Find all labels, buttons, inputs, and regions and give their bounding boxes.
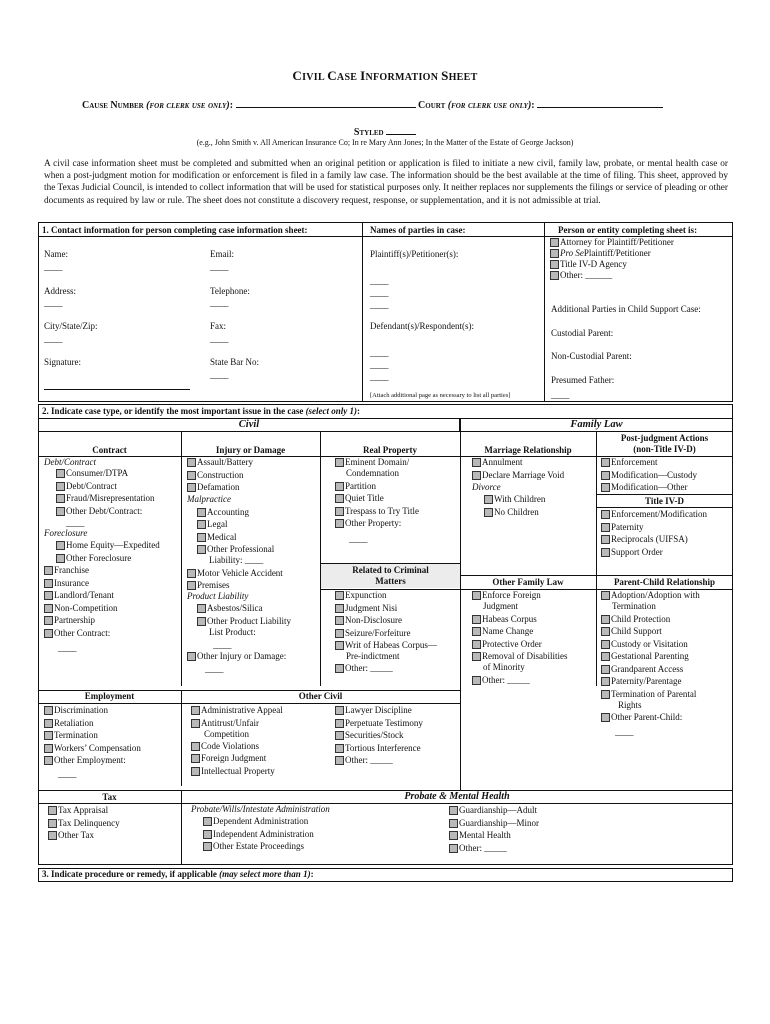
option-workers-comp[interactable]: Workers’ Compensation <box>44 743 141 754</box>
address-label: Address: <box>44 286 76 296</box>
employment-list <box>44 705 141 779</box>
checkbox[interactable] <box>335 507 344 516</box>
option-child-protection[interactable]: Child Protection <box>601 614 700 625</box>
option-enforcement[interactable]: Enforcement <box>601 457 697 468</box>
telephone-label: Telephone: <box>210 286 250 296</box>
checkbox[interactable] <box>601 615 610 624</box>
option-tax-appraisal[interactable]: Tax Appraisal <box>48 805 120 816</box>
checkbox[interactable] <box>335 744 344 753</box>
tax-header: Tax <box>102 792 117 802</box>
option-tortious[interactable]: Tortious Interference <box>335 743 423 754</box>
option-ivd-enforcement[interactable]: Enforcement/Modification <box>601 509 707 520</box>
product-liability-label: Product Liability <box>187 591 249 601</box>
liability-line: Liability: _____ <box>209 555 263 565</box>
plaintiffs-label: Plaintiff(s)/Petitioner(s): <box>370 249 459 259</box>
condemnation-label: Condemnation <box>346 468 399 478</box>
parent-child-list <box>601 590 700 737</box>
checkbox[interactable] <box>335 591 344 600</box>
option-other-civil[interactable]: Other: _____ <box>335 755 423 766</box>
of-minority-label: of Minority <box>483 662 525 672</box>
checkbox[interactable] <box>601 523 610 532</box>
option-child-support[interactable]: Child Support <box>601 626 700 637</box>
option-gestational[interactable]: Gestational Parenting <box>601 651 700 662</box>
property-list <box>335 457 419 544</box>
option-trespass[interactable]: Trespass to Try Title <box>335 506 419 517</box>
option-habeas[interactable]: Habeas Corpus <box>472 614 568 625</box>
other-injury-field[interactable]: _____ <box>205 663 223 674</box>
option-paternity-parentage[interactable]: Paternity/Parentage <box>601 676 700 687</box>
option-retaliation[interactable]: Retaliation <box>44 718 141 729</box>
option-enforce-foreign[interactable]: Enforce Foreign <box>472 590 568 601</box>
option-tax-delinquency[interactable]: Tax Delinquency <box>48 818 120 829</box>
checkbox[interactable] <box>472 676 481 685</box>
probate-header: Probate & Mental Health <box>404 791 510 802</box>
checkbox[interactable] <box>197 520 206 529</box>
other-civil-list-1 <box>191 705 283 777</box>
pre-indictment-label: Pre-indictment <box>346 651 400 661</box>
judgment-label: Judgment <box>483 601 518 611</box>
option-other-injury[interactable]: Other Injury or Damage: <box>187 651 291 662</box>
option-lawyer-discipline[interactable]: Lawyer Discipline <box>335 705 423 716</box>
non-custodial-label: Non-Custodial Parent: <box>551 351 632 361</box>
state-bar-label: State Bar No: <box>210 357 259 367</box>
checkbox[interactable] <box>191 742 200 751</box>
name-label: Name: <box>44 249 68 259</box>
contract-list <box>44 457 160 653</box>
option-other-product[interactable]: Other Product Liability <box>197 616 291 627</box>
intro-paragraph: A civil case information sheet must be completed and submitted when an original petition or application is filed to initiate a new civil, family law, probate, or mental health case or when a post-judgment motion for modification or enforcement is filed in a family law case. The information should be the best available at the time of filing. This sheet, approved by the Texas Judicial Council, is intended to collect information that will be used for statistical purposes only. It neither replaces nor supplements the filings or service of pleading or other documents as required by law or rule. The sheet does not constitute a discovery request, response, or supplementation, and it is not admissible at trial. <box>44 159 728 206</box>
cause-number-line: Cause Number (for clerk use only): Court (for clerk use only): <box>82 97 663 111</box>
checkbox[interactable] <box>472 458 481 467</box>
option-mh-other[interactable]: Other: _____ <box>449 843 539 854</box>
checkbox[interactable] <box>335 719 344 728</box>
section1-divider-a <box>362 222 363 402</box>
divider-family-cols <box>596 432 597 686</box>
divorce-label: Divorce <box>472 481 501 492</box>
option-debt-contract[interactable]: Debt/Contract <box>56 481 160 492</box>
option-construction[interactable]: Construction <box>187 470 291 481</box>
checkbox[interactable] <box>449 819 458 828</box>
option-accounting[interactable]: Accounting <box>197 507 291 518</box>
person-options <box>550 237 674 281</box>
plaintiff-field-2[interactable]: _____ <box>370 288 388 298</box>
checkbox[interactable] <box>335 494 344 503</box>
divider-contract-injury <box>181 432 182 686</box>
checkbox[interactable] <box>44 604 53 613</box>
checkbox[interactable] <box>472 615 481 624</box>
option-criminal-other[interactable]: Other: _____ <box>335 663 437 674</box>
option-quiet-title[interactable]: Quiet Title <box>335 493 419 504</box>
option-asbestos[interactable]: Asbestos/Silica <box>197 603 291 614</box>
checkbox[interactable] <box>601 690 610 699</box>
option-other-property[interactable]: Other Property: <box>335 518 419 529</box>
checkbox[interactable] <box>601 510 610 519</box>
option-admin-appeal[interactable]: Administrative Appeal <box>191 705 283 716</box>
tax-rule-bottom <box>38 803 733 804</box>
option-no-children[interactable]: No Children <box>484 507 564 518</box>
option-protective-order[interactable]: Protective Order <box>472 639 568 650</box>
checkbox[interactable] <box>484 495 493 504</box>
checkbox[interactable] <box>44 629 53 638</box>
option-writ-habeas[interactable]: Writ of Habeas Corpus— <box>335 640 437 651</box>
checkbox[interactable] <box>48 806 57 815</box>
section2-header: 2. Indicate case type, or identify the most important issue in the case (select only 1): <box>42 406 361 416</box>
email-label: Email: <box>210 249 234 259</box>
tax-list <box>48 805 120 841</box>
city-field[interactable]: _____ <box>44 334 62 344</box>
title-ivd-header: Title IV-D <box>645 496 684 506</box>
divider-civil-family <box>460 432 461 686</box>
checkbox[interactable] <box>187 458 196 467</box>
checkbox[interactable] <box>550 238 559 247</box>
city-label: City/State/Zip: <box>44 321 98 331</box>
option-home-equity[interactable]: Home Equity—Expedited <box>56 540 160 551</box>
defendant-field-2[interactable]: _____ <box>370 360 388 370</box>
option-intellectual-property[interactable]: Intellectual Property <box>191 766 283 777</box>
checkbox[interactable] <box>550 249 559 258</box>
checkbox[interactable] <box>203 830 212 839</box>
checkbox[interactable] <box>56 494 65 503</box>
checkbox[interactable] <box>601 627 610 636</box>
checkbox[interactable] <box>472 591 481 600</box>
checkbox[interactable] <box>472 471 481 480</box>
option-perpetuate-testimony[interactable]: Perpetuate Testimony <box>335 718 423 729</box>
checkbox[interactable] <box>197 533 206 542</box>
checkbox[interactable] <box>601 548 610 557</box>
checkbox[interactable] <box>56 507 65 516</box>
option-independent-admin[interactable]: Independent Administration <box>203 829 330 840</box>
checkbox[interactable] <box>335 616 344 625</box>
checkbox[interactable] <box>335 604 344 613</box>
checkbox[interactable] <box>472 652 481 661</box>
presumed-father-label: Presumed Father: <box>551 375 615 385</box>
option-annulment[interactable]: Annulment <box>472 457 564 468</box>
checkbox[interactable] <box>187 483 196 492</box>
option-termination-parental[interactable]: Termination of Parental <box>601 689 700 700</box>
property-header: Real Property <box>362 445 418 455</box>
option-other-estate[interactable]: Other Estate Proceedings <box>203 841 330 852</box>
checkbox[interactable] <box>48 819 57 828</box>
person-option-pro-se[interactable]: Pro Se Plaintiff/Petitioner <box>550 248 674 259</box>
signature-field[interactable] <box>44 389 190 390</box>
employment-divider <box>181 690 182 786</box>
other-employment-field[interactable]: _____ <box>58 769 76 779</box>
option-mental-health[interactable]: Mental Health <box>449 830 539 841</box>
checkbox[interactable] <box>601 591 610 600</box>
fax-field[interactable]: _____ <box>210 334 228 344</box>
checkbox[interactable] <box>335 519 344 528</box>
option-partnership[interactable]: Partnership <box>44 615 160 626</box>
option-other-parent-child[interactable]: Other Parent-Child: <box>601 712 700 723</box>
checkbox[interactable] <box>601 640 610 649</box>
option-assault[interactable]: Assault/Battery <box>187 457 291 468</box>
option-other-contract[interactable]: Other Contract: <box>44 628 160 639</box>
checkbox[interactable] <box>335 756 344 765</box>
option-partition[interactable]: Partition <box>335 481 419 492</box>
telephone-field[interactable]: _____ <box>210 298 228 308</box>
checkbox[interactable] <box>335 458 344 467</box>
other-parent-child-field[interactable]: _____ <box>615 726 633 737</box>
other-civil-header: Other Civil <box>298 691 343 701</box>
defendants-label: Defendant(s)/Respondent(s): <box>370 321 474 331</box>
checkbox[interactable] <box>335 706 344 715</box>
styled-example: (e.g., John Smith v. All American Insurance Co; In re Mary Ann Jones; In the Matter of the Estate of George Jackson) <box>196 138 574 147</box>
checkbox[interactable] <box>601 652 610 661</box>
person-option-attorney[interactable]: Attorney for Plaintiff/Petitioner <box>550 237 674 248</box>
option-paternity[interactable]: Paternity <box>601 522 707 533</box>
rights-label: Rights <box>618 699 642 710</box>
malpractice-label: Malpractice <box>187 494 231 504</box>
option-legal[interactable]: Legal <box>197 519 291 530</box>
presumed-father-field[interactable]: _____ <box>551 390 569 400</box>
checkbox[interactable] <box>197 617 206 626</box>
person-option-other[interactable]: Other: ______ <box>550 270 674 281</box>
checkbox[interactable] <box>197 508 206 517</box>
checkbox[interactable] <box>191 767 200 776</box>
other-family-list <box>472 590 568 686</box>
criminal-list <box>335 590 437 674</box>
option-modification-custody[interactable]: Modification—Custody <box>601 470 697 481</box>
option-modification-other[interactable]: Modification—Other <box>601 482 697 493</box>
checkbox[interactable] <box>601 535 610 544</box>
option-other-employment[interactable]: Other Employment: <box>44 755 141 766</box>
family-mid-rule-top <box>460 575 733 576</box>
option-name-change[interactable]: Name Change <box>472 626 568 637</box>
checkbox[interactable] <box>335 629 344 638</box>
employment-header: Employment <box>84 691 135 701</box>
option-eminent-domain[interactable]: Eminent Domain/ <box>335 457 419 468</box>
checkbox[interactable] <box>187 471 196 480</box>
criminal-header: Related to Criminal Matters <box>321 564 460 588</box>
option-other-tax[interactable]: Other Tax <box>48 830 120 841</box>
checkbox[interactable] <box>203 817 212 826</box>
family-title: Family Law <box>570 419 623 430</box>
option-non-disclosure[interactable]: Non-Disclosure <box>335 615 437 626</box>
plaintiff-field-1[interactable]: _____ <box>370 276 388 286</box>
option-securities[interactable]: Securities/Stock <box>335 730 423 741</box>
option-seizure[interactable]: Seizure/Forfeiture <box>335 628 437 639</box>
signature-label: Signature: <box>44 357 81 367</box>
adoption-termination-label: Termination <box>612 601 656 611</box>
other-contract-field[interactable]: _____ <box>58 642 76 653</box>
option-removal-disabilities[interactable]: Removal of Disabilities <box>472 651 568 662</box>
option-consumer-dtpa[interactable]: Consumer/DTPA <box>56 468 160 479</box>
checkbox[interactable] <box>48 831 57 840</box>
additional-parties-label: Additional Parties in Child Support Case: <box>551 304 701 314</box>
option-other-family[interactable]: Other: _____ <box>472 675 568 686</box>
parent-child-header: Parent-Child Relationship <box>613 577 716 587</box>
marriage-list <box>472 457 564 518</box>
checkbox[interactable] <box>44 744 53 753</box>
competition-label: Competition <box>204 728 249 739</box>
checkbox[interactable] <box>601 677 610 686</box>
checkbox[interactable] <box>197 604 206 613</box>
other-property-field[interactable]: _____ <box>349 534 367 544</box>
checkbox[interactable] <box>335 664 344 673</box>
option-with-children[interactable]: With Children <box>484 494 564 505</box>
option-reciprocals[interactable]: Reciprocals (UIFSA) <box>601 534 707 545</box>
option-other-debt[interactable]: Other Debt/Contract: <box>56 506 160 517</box>
option-motor-vehicle[interactable]: Motor Vehicle Accident <box>187 568 291 579</box>
title-ivd-rule-top <box>596 494 733 495</box>
option-guardianship-minor[interactable]: Guardianship—Minor <box>449 818 539 829</box>
name-field[interactable]: _____ <box>44 262 62 272</box>
attach-note: [Attach additional page as necessary to list all parties] <box>370 392 511 399</box>
divider-injury-property <box>320 432 321 686</box>
option-other-professional[interactable]: Other Professional <box>197 544 291 555</box>
form-title: CIVIL CASE INFORMATION SHEET <box>292 68 478 83</box>
other-family-header: Other Family Law <box>492 577 564 587</box>
post-judgment-header: Post-judgment Actions (non-Title IV-D) <box>620 433 709 454</box>
option-non-competition[interactable]: Non-Competition <box>44 603 160 614</box>
checkbox[interactable] <box>56 482 65 491</box>
checkbox[interactable] <box>335 731 344 740</box>
probate-sub-label: Probate/Wills/Intestate Administration <box>191 804 330 814</box>
fax-label: Fax: <box>210 321 227 331</box>
option-termination[interactable]: Termination <box>44 730 141 741</box>
checkbox[interactable] <box>56 554 65 563</box>
custodial-label: Custodial Parent: <box>551 328 614 338</box>
checkbox[interactable] <box>449 831 458 840</box>
marriage-header: Marriage Relationship <box>484 445 572 455</box>
civil-family-lower-divider <box>460 686 461 790</box>
checkbox[interactable] <box>601 483 610 492</box>
checkbox[interactable] <box>191 706 200 715</box>
civil-title: Civil <box>238 419 260 430</box>
option-defamation[interactable]: Defamation <box>187 482 291 493</box>
checkbox[interactable] <box>484 508 493 517</box>
checkbox[interactable] <box>44 616 53 625</box>
checkbox[interactable] <box>550 260 559 269</box>
option-fraud[interactable]: Fraud/Misrepresentation <box>56 493 160 504</box>
checkbox[interactable] <box>203 842 212 851</box>
checkbox[interactable] <box>601 713 610 722</box>
state-bar-field[interactable]: _____ <box>210 370 228 380</box>
option-foreign-judgment[interactable]: Foreign Judgment <box>191 753 283 764</box>
option-support-order[interactable]: Support Order <box>601 547 707 558</box>
checkbox[interactable] <box>44 731 53 740</box>
option-grandparent[interactable]: Grandparent Access <box>601 664 700 675</box>
checkbox[interactable] <box>550 271 559 280</box>
checkbox[interactable] <box>187 581 196 590</box>
checkbox[interactable] <box>472 627 481 636</box>
checkbox[interactable] <box>449 806 458 815</box>
checkbox[interactable] <box>449 844 458 853</box>
option-discrimination[interactable]: Discrimination <box>44 705 141 716</box>
parties-header: Names of parties in case: <box>370 225 466 235</box>
option-premises[interactable]: Premises <box>187 580 291 591</box>
probate-list <box>191 804 330 852</box>
checkbox[interactable] <box>191 719 200 728</box>
defendant-field-3[interactable]: _____ <box>370 372 388 382</box>
person-option-title-ivd[interactable]: Title IV-D Agency <box>550 259 674 270</box>
court-field[interactable] <box>537 97 663 108</box>
option-other-foreclosure[interactable]: Other Foreclosure <box>56 553 160 564</box>
checkbox[interactable] <box>44 566 53 575</box>
option-insurance[interactable]: Insurance <box>44 578 160 589</box>
checkbox[interactable] <box>601 471 610 480</box>
section1-divider-b <box>544 222 545 402</box>
option-antitrust[interactable]: Antitrust/Unfair <box>191 718 283 729</box>
section3-header: 3. Indicate procedure or remedy, if applicable (may select more than 1): <box>42 869 314 879</box>
list-product-label: List Product: <box>209 626 256 637</box>
debt-contract-label: Debt/Contract <box>44 457 96 467</box>
checkbox[interactable] <box>44 719 53 728</box>
checkbox[interactable] <box>335 482 344 491</box>
checkbox[interactable] <box>335 641 344 650</box>
list-product-field[interactable]: _____ <box>213 639 231 650</box>
plaintiff-field-3[interactable]: _____ <box>370 300 388 310</box>
styled-line: Styled <box>0 124 770 138</box>
styled-field[interactable] <box>386 124 416 135</box>
address-field[interactable]: _____ <box>44 298 62 308</box>
checkbox[interactable] <box>56 469 65 478</box>
option-medical[interactable]: Medical <box>197 532 291 543</box>
checkbox[interactable] <box>601 665 610 674</box>
other-civil-list-2 <box>335 705 423 766</box>
email-field[interactable]: _____ <box>210 262 228 272</box>
checkbox[interactable] <box>472 640 481 649</box>
option-judgment-nisi[interactable]: Judgment Nisi <box>335 603 437 614</box>
option-code-violations[interactable]: Code Violations <box>191 741 283 752</box>
option-franchise[interactable]: Franchise <box>44 565 160 576</box>
checkbox[interactable] <box>44 591 53 600</box>
checkbox[interactable] <box>601 458 610 467</box>
contract-header: Contract <box>92 445 127 455</box>
other-debt-field[interactable]: _____ <box>66 517 84 528</box>
option-custody-visitation[interactable]: Custody or Visitation <box>601 639 700 650</box>
checkbox[interactable] <box>56 541 65 550</box>
injury-header: Injury or Damage <box>215 445 286 455</box>
option-guardianship-adult[interactable]: Guardianship—Adult <box>449 805 539 816</box>
cause-number-field[interactable] <box>236 97 416 108</box>
checkbox[interactable] <box>197 545 206 554</box>
employment-rule-bottom <box>38 703 460 704</box>
title-ivd-list <box>601 508 707 558</box>
option-declare-void[interactable]: Declare Marriage Void <box>472 470 564 481</box>
mental-health-list <box>449 805 539 854</box>
option-expunction[interactable]: Expunction <box>335 590 437 601</box>
post-judgment-list <box>601 457 697 493</box>
injury-list <box>187 457 291 674</box>
checkbox[interactable] <box>187 652 196 661</box>
foreclosure-label: Foreclosure <box>44 527 88 538</box>
person-header: Person or entity completing sheet is: <box>558 225 698 235</box>
checkbox[interactable] <box>44 706 53 715</box>
checkbox[interactable] <box>191 754 200 763</box>
option-adoption[interactable]: Adoption/Adoption with <box>601 590 700 601</box>
checkbox[interactable] <box>187 569 196 578</box>
checkbox[interactable] <box>44 579 53 588</box>
defendant-field-1[interactable]: _____ <box>370 348 388 358</box>
option-dependent-admin[interactable]: Dependent Administration <box>203 816 330 827</box>
checkbox[interactable] <box>44 756 53 765</box>
option-landlord[interactable]: Landlord/Tenant <box>44 590 160 601</box>
section1-header: 1. Contact information for person completing case information sheet: <box>42 225 308 235</box>
